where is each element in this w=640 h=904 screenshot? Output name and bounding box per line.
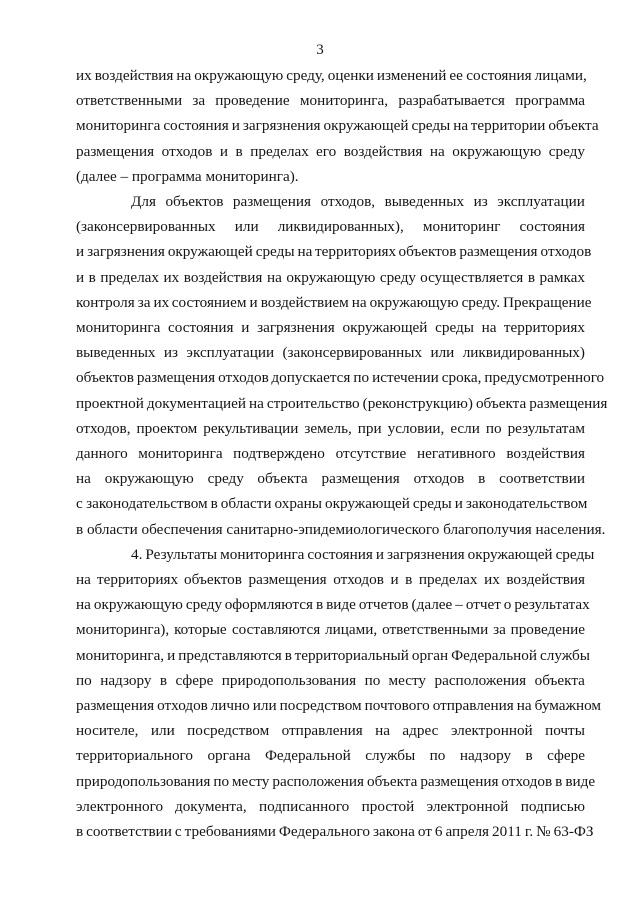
text-line: на окружающую среду объекта размещения отходов в соответствии <box>76 470 585 488</box>
text-line: контроля за их состоянием и воздействием на окружающую среду. Прекращение <box>76 293 592 311</box>
text-line: электронного документа, подписанного простой электронной подписью <box>76 797 585 815</box>
paragraph <box>76 63 599 189</box>
text-line: их воздействия на окружающую среду, оценки изменений ее состояния лицами, <box>76 67 587 84</box>
text-line: с законодательством в области охраны окружающей среды и законодательством <box>76 495 588 513</box>
text-line: по надзору в сфере природопользования по месту расположения объекта <box>76 671 585 689</box>
text-line: мониторинга, и представляются в территориальный орган Федеральной службы <box>76 646 590 664</box>
text-line: ответственными за проведение мониторинга, разрабатывается программа <box>76 92 585 110</box>
text-line: на территориях объектов размещения отходов и в пределах их воздействия <box>76 571 585 589</box>
page-number: 3 <box>316 42 324 58</box>
text-line: и в пределах их воздействия на окружающую среду осуществляется в рамках <box>76 268 585 286</box>
text-line: и загрязнения окружающей среды на территориях объектов размещения отходов <box>76 243 592 261</box>
text-line: отходов, проектом рекультивации земель, при условии, если по результатам <box>76 419 585 437</box>
text-line: на окружающую среду оформляются в виде отчетов (далее – отчет о результатах <box>76 596 590 614</box>
text-line: территориального органа Федеральной службы по надзору в сфере <box>76 747 585 765</box>
text-line: (далее – программа мониторинга). <box>76 167 299 185</box>
text-line: мониторинга состояния и загрязнения окружающей среды на территории объекта <box>76 117 599 135</box>
paragraph <box>76 189 608 542</box>
text-line: природопользования по месту расположения объекта размещения отходов в виде <box>76 772 596 790</box>
text-line: выведенных из эксплуатации (законсервированных или ликвидированных) <box>76 344 585 362</box>
text-line: мониторинга), которые составляются лицами, ответственными за проведение <box>76 621 585 639</box>
text-line: мониторинга состояния и загрязнения окружающей среды на территориях <box>76 319 585 337</box>
text-line: объектов размещения отходов допускается по истечении срока, предусмотренного <box>76 369 605 387</box>
text-line: размещения отходов и в пределах его воздействия на окружающую среду <box>76 142 585 160</box>
document-body <box>76 63 608 844</box>
text-line: в соответствии с требованиями Федерального закона от 6 апреля 2011 г. № 63-ФЗ <box>76 823 594 841</box>
text-line: Для объектов размещения отходов, выведенных из эксплуатации <box>131 193 585 211</box>
text-line: проектной документацией на строительство (реконструкцию) объекта размещения <box>76 394 608 412</box>
text-line: носителе, или посредством отправления на адрес электронной почты <box>76 722 585 740</box>
text-line: в области обеспечения санитарно-эпидемиологического благополучия населения. <box>76 520 606 538</box>
text-line: данного мониторинга подтверждено отсутствие негативного воздействия <box>76 445 585 463</box>
paragraph <box>76 542 601 844</box>
text-line: размещения отходов лично или посредством почтового отправления на бумажном <box>76 697 601 715</box>
text-line: 4. Результаты мониторинга состояния и загрязнения окружающей среды <box>131 545 595 563</box>
text-line: (законсервированных или ликвидированных), мониторинг состояния <box>76 218 585 236</box>
